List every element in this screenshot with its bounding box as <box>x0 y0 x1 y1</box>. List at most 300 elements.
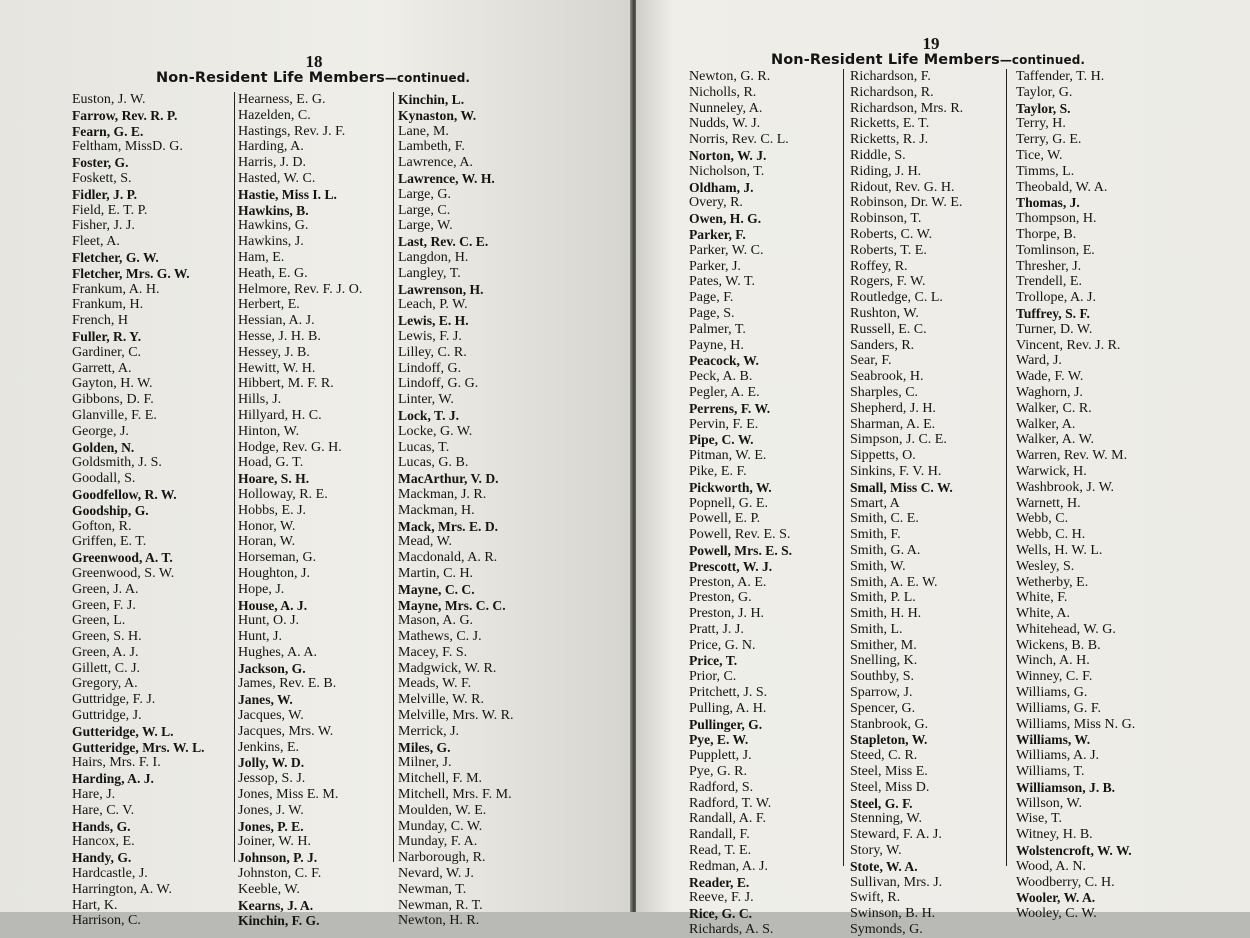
member-column <box>689 69 792 938</box>
member-entry: Thompson, H. <box>1016 211 1097 227</box>
member-entry: Taffender, T. H. <box>1016 69 1105 84</box>
member-entry: Seabrook, H. <box>850 369 924 385</box>
member-entry: Richardson, Mrs. R. <box>850 100 964 116</box>
member-entry: Harding, A. J. <box>72 771 154 787</box>
column-rule <box>393 92 394 862</box>
member-entry: Williams, G. <box>1016 685 1088 701</box>
member-entry: Langley, T. <box>398 265 461 281</box>
member-entry: Russell, E. C. <box>850 321 927 337</box>
member-entry: Mackman, J. R. <box>398 486 487 502</box>
member-entry: Riding, J. H. <box>850 163 922 179</box>
member-entry: Lane, M. <box>398 123 449 139</box>
member-entry: Turner, D. W. <box>1016 321 1093 337</box>
member-entry: Hare, J. <box>72 787 116 803</box>
member-entry: Frankum, H. <box>72 297 144 313</box>
member-entry: Jacques, Mrs. W. <box>238 723 334 739</box>
member-entry: Witney, H. B. <box>1016 827 1093 843</box>
member-entry: Green, L. <box>72 613 126 629</box>
member-entry: Hibbert, M. F. R. <box>238 376 334 392</box>
member-entry: Richardson, R. <box>850 84 934 100</box>
member-entry: Powell, Mrs. E. S. <box>689 542 793 558</box>
member-entry: Smith, P. L. <box>850 590 916 606</box>
member-entry: Willson, W. <box>1016 795 1082 811</box>
member-entry: Hoare, S. H. <box>238 471 310 487</box>
member-entry: Randall, A. F. <box>689 811 767 827</box>
member-entry: Jolly, W. D. <box>238 755 305 771</box>
member-entry: Foster, G. <box>72 155 129 171</box>
member-entry: Read, T. E. <box>689 843 752 859</box>
member-entry: Norris, Rev. C. L. <box>689 132 789 148</box>
member-entry: Richardson, F. <box>850 69 931 84</box>
member-entry: Kinchin, F. G. <box>238 913 320 929</box>
member-entry: Johnson, P. J. <box>238 850 318 866</box>
member-entry: Hastings, Rev. J. F. <box>238 123 346 139</box>
member-entry: Webb, C. H. <box>1016 527 1086 543</box>
page-heading <box>156 70 470 86</box>
member-entry: Preston, A. E. <box>689 574 767 590</box>
member-entry: Smith, G. A. <box>850 542 921 558</box>
member-entry: Terry, H. <box>1016 116 1066 132</box>
member-entry: Hairs, Mrs. F. I. <box>72 755 161 771</box>
member-entry: Steel, Miss E. <box>850 764 928 780</box>
page-heading <box>771 52 1085 68</box>
member-entry: Hart, K. <box>72 897 118 913</box>
member-entry: Woodberry, C. H. <box>1016 874 1115 890</box>
member-entry: Radford, S. <box>689 779 754 795</box>
member-entry: Fisher, J. J. <box>72 218 135 234</box>
member-entry: Hope, J. <box>238 581 285 597</box>
member-entry: Horan, W. <box>238 534 296 550</box>
member-entry: Fuller, R. Y. <box>72 328 142 344</box>
member-entry: Green, J. A. <box>72 581 139 597</box>
member-entry: Simpson, J. C. E. <box>850 432 947 448</box>
member-entry: Gayton, H. W. <box>72 376 153 392</box>
member-entry: Pulling, A. H. <box>689 700 767 716</box>
member-entry: Newman, R. T. <box>398 897 483 913</box>
member-entry: Pervin, F. E. <box>689 416 759 432</box>
member-entry: Waghorn, J. <box>1016 384 1083 400</box>
member-entry: Griffen, E. T. <box>72 534 147 550</box>
member-entry: Nicholls, R. <box>689 84 757 100</box>
member-entry: Lewis, E. H. <box>398 313 469 329</box>
member-entry: Vincent, Rev. J. R. <box>1016 337 1121 353</box>
member-entry: Owen, H. G. <box>689 211 762 227</box>
member-entry: Snelling, K. <box>850 653 918 669</box>
member-entry: Redman, A. J. <box>689 858 768 874</box>
member-entry: Pike, E. F. <box>689 463 747 479</box>
member-entry: Price, G. N. <box>689 637 756 653</box>
member-entry: Mitchell, Mrs. F. M. <box>398 787 512 803</box>
member-entry: Macdonald, A. R. <box>398 550 498 566</box>
member-column <box>850 69 963 938</box>
member-entry: Hessey, J. B. <box>238 344 310 360</box>
member-entry: Jacques, W. <box>238 708 304 724</box>
member-entry: Hare, C. V. <box>72 802 135 818</box>
member-entry: Overy, R. <box>689 195 743 211</box>
member-entry: Johnston, C. F. <box>238 866 322 882</box>
member-entry: Hesse, J. H. B. <box>238 328 321 344</box>
member-entry: Peacock, W. <box>689 353 759 369</box>
member-entry: Warnett, H. <box>1016 495 1081 511</box>
member-entry: Thomas, J. <box>1016 195 1080 211</box>
member-entry: Nudds, W. J. <box>689 116 761 132</box>
member-entry: Taylor, S. <box>1016 100 1071 116</box>
member-entry: Fearn, G. E. <box>72 123 144 139</box>
member-entry: Goodship, G. <box>72 502 149 518</box>
member-entry: Macey, F. S. <box>398 644 468 660</box>
member-entry: Tice, W. <box>1016 147 1063 163</box>
member-entry: Pye, E. W. <box>689 732 749 748</box>
member-entry: Meads, W. F. <box>398 676 472 692</box>
member-entry: Mathews, C. J. <box>398 629 482 645</box>
member-entry: Mead, W. <box>398 534 453 550</box>
member-entry: Smith, H. H. <box>850 606 922 622</box>
member-entry: Last, Rev. C. E. <box>398 234 489 250</box>
member-entry: Robinson, T. <box>850 211 922 227</box>
member-entry: Preston, J. H. <box>689 606 765 622</box>
member-entry: Greenwood, A. T. <box>72 550 173 566</box>
member-entry: Smither, M. <box>850 637 917 653</box>
member-entry: Kynaston, W. <box>398 107 477 123</box>
member-column <box>72 92 205 929</box>
member-entry: Green, F. J. <box>72 597 136 613</box>
member-entry: Hawkins, B. <box>238 202 309 218</box>
member-entry: Guttridge, F. J. <box>72 692 156 708</box>
member-entry: Warwick, H. <box>1016 463 1087 479</box>
member-entry: Thorpe, B. <box>1016 226 1077 242</box>
member-entry: Goodfellow, R. W. <box>72 486 177 502</box>
member-entry: Ham, E. <box>238 249 285 265</box>
member-entry: Pickworth, W. <box>689 479 772 495</box>
member-entry: Fleet, A. <box>72 234 120 250</box>
member-entry: Stote, W. A. <box>850 858 918 874</box>
member-entry: Hobbs, E. J. <box>238 502 307 518</box>
member-entry: Goodall, S. <box>72 471 136 487</box>
member-entry: Narborough, R. <box>398 850 486 866</box>
member-entry: Newton, G. R. <box>689 69 771 84</box>
member-entry: Keeble, W. <box>238 881 300 897</box>
member-entry: Houghton, J. <box>238 565 310 581</box>
member-entry: White, F. <box>1016 590 1068 606</box>
member-entry: Harrison, C. <box>72 913 141 929</box>
member-entry: Spencer, G. <box>850 700 916 716</box>
member-entry: Powell, Rev. E. S. <box>689 527 791 543</box>
member-entry: Terry, G. E. <box>1016 132 1082 148</box>
member-column <box>1016 69 1135 922</box>
member-entry: Goldsmith, J. S. <box>72 455 162 471</box>
member-entry: Pates, W. T. <box>689 274 755 290</box>
member-entry: Robinson, Dr. W. E. <box>850 195 963 211</box>
member-entry: Pipe, C. W. <box>689 432 754 448</box>
member-entry: Pupplett, J. <box>689 748 752 764</box>
member-entry: Hodge, Rev. G. H. <box>238 439 342 455</box>
member-entry: Radford, T. W. <box>689 795 772 811</box>
member-entry: Washbrook, J. W. <box>1016 479 1115 495</box>
member-entry: Lucas, T. <box>398 439 450 455</box>
member-entry: Lock, T. J. <box>398 407 460 423</box>
member-entry: James, Rev. E. B. <box>238 676 337 692</box>
member-entry: Sanders, R. <box>850 337 915 353</box>
member-entry: Pullinger, G. <box>689 716 763 732</box>
member-entry: Leach, P. W. <box>398 297 468 313</box>
member-entry: Hands, G. <box>72 818 131 834</box>
member-entry: Jones, J. W. <box>238 802 304 818</box>
member-entry: Sinkins, F. V. H. <box>850 463 942 479</box>
member-entry: Honor, W. <box>238 518 296 534</box>
member-entry: Prescott, W. J. <box>689 558 773 574</box>
member-entry: Foskett, S. <box>72 170 132 186</box>
member-entry: Lindoff, G. G. <box>398 376 479 392</box>
column-rule <box>234 92 235 862</box>
member-entry: Hewitt, W. H. <box>238 360 316 376</box>
member-entry: Ward, J. <box>1016 353 1062 369</box>
member-entry: Fletcher, Mrs. G. W. <box>72 265 190 281</box>
member-entry: Pratt, J. J. <box>689 621 744 637</box>
member-entry: French, H <box>72 313 128 329</box>
member-entry: Gardiner, C. <box>72 344 142 360</box>
member-entry: Preston, G. <box>689 590 752 606</box>
member-entry: Hunt, O. J. <box>238 613 300 629</box>
member-entry: Melville, W. R. <box>398 692 484 708</box>
member-entry: Peck, A. B. <box>689 369 753 385</box>
member-entry: Shepherd, J. H. <box>850 400 936 416</box>
heading-text: Non-Resident Life Members <box>156 70 385 86</box>
member-entry: Nevard, W. J. <box>398 866 474 882</box>
member-entry: Harris, J. D. <box>238 155 307 171</box>
member-entry: Lilley, C. R. <box>398 344 467 360</box>
member-column <box>238 92 362 929</box>
member-entry: Wickens, B. B. <box>1016 637 1101 653</box>
member-entry: Williams, W. <box>1016 732 1091 748</box>
member-entry: Lawrence, W. H. <box>398 170 495 186</box>
member-entry: Pritchett, J. S. <box>689 685 768 701</box>
member-entry: Wise, T. <box>1016 811 1062 827</box>
member-entry: Walker, C. R. <box>1016 400 1092 416</box>
member-entry: Newton, H. R. <box>398 913 480 929</box>
member-entry: White, A. <box>1016 606 1071 622</box>
member-entry: Pitman, W. E. <box>689 448 767 464</box>
member-entry: Heath, E. G. <box>238 265 308 281</box>
member-entry: Palmer, T. <box>689 321 746 337</box>
member-entry: Stapleton, W. <box>850 732 928 748</box>
member-entry: Roffey, R. <box>850 258 908 274</box>
member-entry: Green, A. J. <box>72 644 139 660</box>
member-entry: Timms, L. <box>1016 163 1075 179</box>
member-entry: Williams, T. <box>1016 764 1085 780</box>
member-entry: Reeve, F. J. <box>689 890 754 906</box>
member-entry: Williams, G. F. <box>1016 700 1102 716</box>
member-entry: Gregory, A. <box>72 676 138 692</box>
member-entry: Hills, J. <box>238 392 282 408</box>
member-entry: Kinchin, L. <box>398 92 465 107</box>
member-entry: Tomlinson, E. <box>1016 242 1095 258</box>
member-entry: Williams, Miss N. G. <box>1016 716 1136 732</box>
member-entry: Richards, A. S. <box>689 922 774 938</box>
member-entry: Prior, C. <box>689 669 737 685</box>
member-entry: Parker, W. C. <box>689 242 764 258</box>
member-entry: Webb, C. <box>1016 511 1069 527</box>
member-entry: Milner, J. <box>398 755 452 771</box>
member-entry: Mayne, Mrs. C. C. <box>398 597 506 613</box>
member-entry: Lewis, F. J. <box>398 328 462 344</box>
heading-suffix: —continued. <box>384 71 471 85</box>
member-entry: Page, S. <box>689 305 735 321</box>
member-entry: Munday, F. A. <box>398 834 478 850</box>
member-entry: Large, W. <box>398 218 453 234</box>
member-entry: Payne, H. <box>689 337 744 353</box>
member-entry: Jones, P. E. <box>238 818 304 834</box>
member-entry: Garrett, A. <box>72 360 132 376</box>
member-entry: Gofton, R. <box>72 518 132 534</box>
member-entry: Euston, J. W. <box>72 92 146 107</box>
member-entry: Hinton, W. <box>238 423 300 439</box>
member-entry: Gibbons, D. F. <box>72 392 154 408</box>
member-entry: Tuffrey, S. F. <box>1016 305 1090 321</box>
member-entry: Page, F. <box>689 290 734 306</box>
member-entry: Theobald, W. A. <box>1016 179 1108 195</box>
member-entry: Mason, A. G. <box>398 613 474 629</box>
member-entry: Swinson, B. H. <box>850 906 936 922</box>
member-entry: Reader, E. <box>689 874 750 890</box>
member-entry: Smith, C. E. <box>850 511 919 527</box>
member-entry: Lawrenson, H. <box>398 281 484 297</box>
member-entry: Herbert, E. <box>238 297 300 313</box>
member-entry: Jenkins, E. <box>238 739 300 755</box>
member-entry: Parker, J. <box>689 258 741 274</box>
member-entry: Smith, A. E. W. <box>850 574 938 590</box>
member-entry: Powell, E. P. <box>689 511 761 527</box>
member-entry: Thresher, J. <box>1016 258 1082 274</box>
member-entry: Wolstencroft, W. W. <box>1016 843 1132 859</box>
column-rule <box>843 69 844 866</box>
member-entry: Sharman, A. E. <box>850 416 936 432</box>
member-entry: Smith, F. <box>850 527 901 543</box>
member-entry: Riddle, S. <box>850 147 906 163</box>
member-entry: Winney, C. F. <box>1016 669 1093 685</box>
member-entry: MacArthur, V. D. <box>398 471 499 487</box>
member-entry: Wetherby, E. <box>1016 574 1089 590</box>
member-entry: Walker, A. <box>1016 416 1076 432</box>
page-number: 19 <box>922 34 940 53</box>
member-entry: Harrington, A. W. <box>72 881 172 897</box>
member-entry: Harding, A. <box>238 139 304 155</box>
member-entry: Fidler, J. P. <box>72 186 138 202</box>
member-entry: Hawkins, J. <box>238 234 304 250</box>
member-entry: Randall, F. <box>689 827 750 843</box>
member-entry: Green, S. H. <box>72 629 142 645</box>
member-entry: Wood, A. N. <box>1016 858 1087 874</box>
member-entry: Glanville, F. E. <box>72 407 157 423</box>
member-entry: Winch, A. H. <box>1016 653 1090 669</box>
member-entry: Hoad, G. T. <box>238 455 304 471</box>
heading-suffix: —continued. <box>999 53 1086 67</box>
member-entry: Hancox, E. <box>72 834 135 850</box>
member-entry: Wooler, W. A. <box>1016 890 1096 906</box>
member-entry: Roberts, T. E. <box>850 242 927 258</box>
member-entry: Warren, Rev. W. M. <box>1016 448 1128 464</box>
member-entry: Sippetts, O. <box>850 448 916 464</box>
member-entry: Mackman, H. <box>398 502 475 518</box>
member-entry: Lawrence, A. <box>398 155 474 171</box>
member-entry: Hillyard, H. C. <box>238 407 322 423</box>
member-entry: Gutteridge, Mrs. W. L. <box>72 739 205 755</box>
member-entry: Wesley, S. <box>1016 558 1075 574</box>
member-entry: Hessian, A. J. <box>238 313 315 329</box>
member-entry: Lambeth, F. <box>398 139 465 155</box>
member-entry: Wooley, C. W. <box>1016 906 1097 922</box>
member-entry: Hunt, J. <box>238 629 282 645</box>
member-entry: Farrow, Rev. R. P. <box>72 107 178 123</box>
member-entry: Mack, Mrs. E. D. <box>398 518 499 534</box>
member-entry: Jackson, G. <box>238 660 306 676</box>
member-entry: Pye, G. R. <box>689 764 747 780</box>
member-entry: Jessop, S. J. <box>238 771 306 787</box>
member-entry: Southby, S. <box>850 669 915 685</box>
member-entry: Ricketts, R. J. <box>850 132 929 148</box>
member-entry: Sparrow, J. <box>850 685 913 701</box>
member-entry: Helmore, Rev. F. J. O. <box>238 281 363 297</box>
member-entry: Wells, H. W. L. <box>1016 542 1103 558</box>
member-entry: Perrens, F. W. <box>689 400 771 416</box>
member-entry: Kearns, J. A. <box>238 897 314 913</box>
member-entry: Walker, A. W. <box>1016 432 1095 448</box>
member-entry: Mayne, C. C. <box>398 581 475 597</box>
member-entry: Frankum, A. H. <box>72 281 160 297</box>
member-entry: Hughes, A. A. <box>238 644 317 660</box>
member-entry: Holloway, R. E. <box>238 486 328 502</box>
member-entry: Roberts, C. W. <box>850 226 933 242</box>
member-entry: Newman, T. <box>398 881 467 897</box>
member-entry: Whitehead, W. G. <box>1016 621 1116 637</box>
member-entry: Munday, C. W. <box>398 818 483 834</box>
member-entry: Horseman, G. <box>238 550 317 566</box>
member-entry: Feltham, MissD. G. <box>72 139 183 155</box>
member-entry: Hasted, W. C. <box>238 170 316 186</box>
member-entry: Melville, Mrs. W. R. <box>398 708 514 724</box>
right-page <box>636 0 1250 938</box>
member-entry: Ridout, Rev. G. H. <box>850 179 955 195</box>
member-entry: Symonds, G. <box>850 922 923 938</box>
member-entry: Guttridge, J. <box>72 708 142 724</box>
member-entry: Large, G. <box>398 186 451 202</box>
member-entry: Fletcher, G. W. <box>72 249 159 265</box>
member-column <box>398 92 514 929</box>
member-entry: Janes, W. <box>238 692 293 708</box>
member-entry: Linter, W. <box>398 392 454 408</box>
member-entry: Moulden, W. E. <box>398 802 487 818</box>
member-entry: Madgwick, W. R. <box>398 660 497 676</box>
member-entry: Popnell, G. E. <box>689 495 768 511</box>
member-entry: Hastie, Miss I. L. <box>238 186 337 202</box>
member-entry: Large, C. <box>398 202 451 218</box>
member-entry: Sullivan, Mrs. J. <box>850 874 943 890</box>
member-entry: Smith, W. <box>850 558 906 574</box>
member-entry: Swift, R. <box>850 890 901 906</box>
member-entry: Greenwood, S. W. <box>72 565 175 581</box>
member-entry: Miles, G. <box>398 739 451 755</box>
member-entry: Lindoff, G. <box>398 360 462 376</box>
member-entry: Williams, A. J. <box>1016 748 1100 764</box>
member-entry: Trollope, A. J. <box>1016 290 1097 306</box>
member-entry: Norton, W. J. <box>689 147 767 163</box>
member-entry: Nunneley, A. <box>689 100 763 116</box>
member-entry: Smart, A <box>850 495 900 511</box>
member-entry: Taylor, G. <box>1016 84 1073 100</box>
member-entry: Locke, G. W. <box>398 423 473 439</box>
member-entry: Steed, C. R. <box>850 748 918 764</box>
member-entry: House, A. J. <box>238 597 308 613</box>
member-entry: Steel, Miss D. <box>850 779 930 795</box>
